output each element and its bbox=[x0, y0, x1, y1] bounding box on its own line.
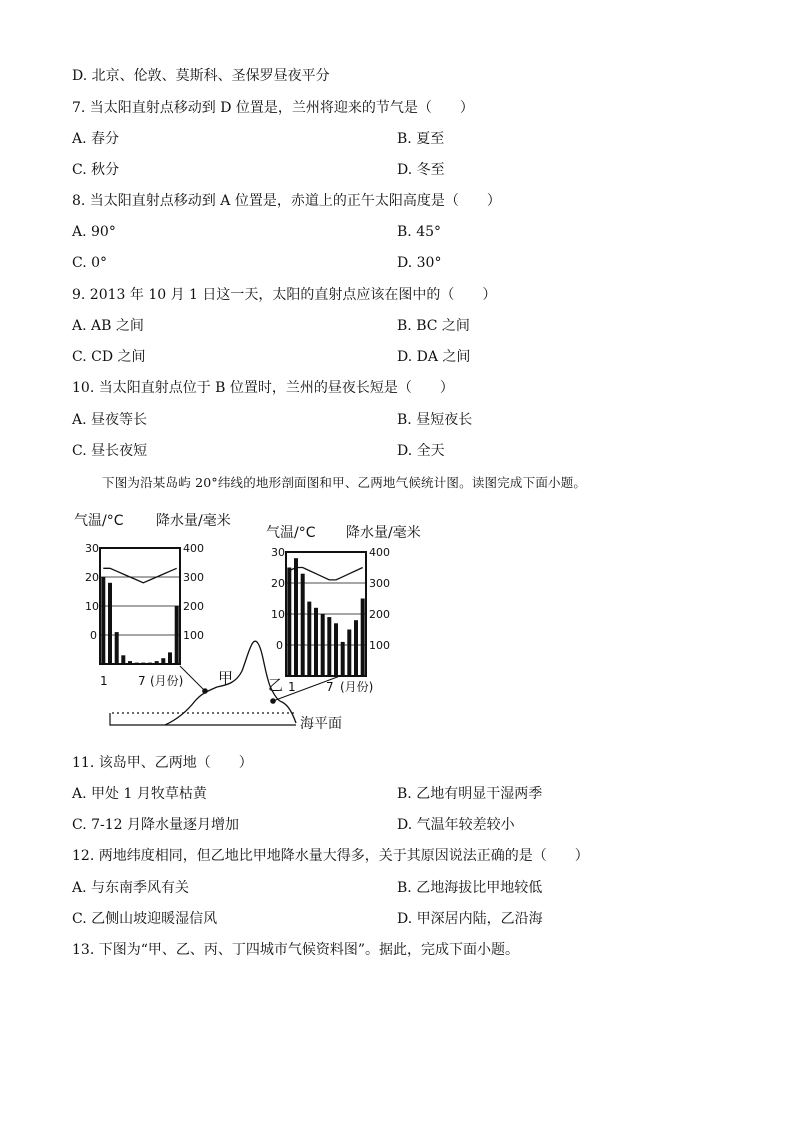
left-temp-curve bbox=[103, 568, 176, 583]
left-month-tick: 1 bbox=[100, 674, 108, 688]
right-precip-label: 降水量/毫米 bbox=[346, 525, 421, 541]
q7-option-a[interactable]: A. 春分 bbox=[72, 131, 120, 147]
left-month-tick: 7 bbox=[138, 674, 146, 688]
right-precip-bars bbox=[287, 558, 364, 676]
left-temp-tick: 10 bbox=[85, 600, 99, 613]
q8-option-b[interactable]: B. 45° bbox=[397, 224, 442, 240]
right-month-unit: (月份) bbox=[340, 680, 374, 694]
left-temp-tick: 0 bbox=[90, 629, 97, 642]
q8-option-a[interactable]: A. 90° bbox=[72, 224, 116, 240]
left-precip-tick: 300 bbox=[183, 571, 204, 584]
left-temp-label: 气温/°C bbox=[74, 513, 124, 529]
right-precip-ticks bbox=[369, 546, 390, 652]
right-precip-bar bbox=[361, 599, 365, 677]
q12-stem: 12. 两地纬度相同，但乙地比甲地降水量大得多，关于其原因说法正确的是（ ） bbox=[72, 848, 589, 864]
right-temp-ticks bbox=[271, 546, 285, 652]
right-temp-tick: 20 bbox=[271, 577, 285, 590]
left-precip-bar bbox=[161, 658, 165, 664]
q12-option-d[interactable]: D. 甲深居内陆，乙沿海 bbox=[397, 911, 543, 927]
q6-option-d: D. 北京、伦敦、莫斯科、圣保罗昼夜平分 bbox=[72, 68, 330, 84]
left-precip-bars bbox=[101, 577, 178, 664]
right-precip-bar bbox=[354, 620, 358, 676]
left-precip-bar bbox=[108, 583, 112, 664]
right-precip-bar bbox=[307, 602, 311, 676]
left-precip-bar bbox=[168, 652, 172, 664]
q10-option-c[interactable]: C. 昼长夜短 bbox=[72, 443, 148, 459]
left-temp-tick: 20 bbox=[85, 571, 99, 584]
right-month-tick: 7 bbox=[326, 680, 334, 694]
left-precip-ticks bbox=[183, 542, 204, 642]
q11-option-a[interactable]: A. 甲处 1 月牧草枯黄 bbox=[72, 786, 207, 802]
q9-option-b[interactable]: B. BC 之间 bbox=[397, 318, 470, 334]
left-month-unit: (月份) bbox=[150, 674, 184, 688]
right-precip-bar bbox=[341, 642, 345, 676]
left-precip-tick: 400 bbox=[183, 542, 204, 555]
q8-option-c[interactable]: C. 0° bbox=[72, 255, 108, 271]
base-bracket bbox=[110, 713, 296, 725]
right-precip-tick: 400 bbox=[369, 546, 390, 559]
left-precip-bar bbox=[115, 632, 119, 664]
right-precip-bar bbox=[321, 614, 325, 676]
left-precip-bar bbox=[121, 655, 125, 664]
left-precip-bar bbox=[155, 661, 159, 664]
left-precip-bar bbox=[148, 663, 152, 665]
right-precip-bar bbox=[347, 630, 351, 677]
q11-stem: 11. 该岛甲、乙两地（ ） bbox=[72, 755, 253, 771]
right-precip-bar bbox=[301, 574, 305, 676]
q10-option-d[interactable]: D. 全天 bbox=[397, 443, 445, 459]
left-precip-bar bbox=[128, 661, 132, 664]
q10-stem: 10. 当太阳直射点位于 B 位置时，兰州的昼夜长短是（ ） bbox=[72, 380, 454, 396]
right-month-tick: 1 bbox=[288, 680, 296, 694]
right-temp-tick: 30 bbox=[271, 546, 285, 559]
figure-caption: 下图为沿某岛屿 20°纬线的地形剖面图和甲、乙两地气候统计图。读图完成下面小题。 bbox=[102, 475, 587, 490]
left-precip-bar bbox=[135, 663, 139, 665]
right-precip-tick: 100 bbox=[369, 639, 390, 652]
right-temp-label: 气温/°C bbox=[266, 525, 316, 541]
q7-option-b[interactable]: B. 夏至 bbox=[397, 131, 445, 147]
q8-option-d[interactable]: D. 30° bbox=[397, 255, 442, 271]
right-precip-bar bbox=[314, 608, 318, 676]
q9-option-c[interactable]: C. CD 之间 bbox=[72, 349, 146, 365]
q12-option-b[interactable]: B. 乙地海拔比甲地较低 bbox=[397, 880, 543, 896]
right-temp-curve bbox=[289, 568, 362, 580]
left-precip-bar bbox=[141, 663, 145, 665]
q11-option-d[interactable]: D. 气温年较差较小 bbox=[397, 817, 515, 833]
left-precip-tick: 200 bbox=[183, 600, 204, 613]
right-precip-bar bbox=[327, 617, 331, 676]
q11-option-b[interactable]: B. 乙地有明显干湿两季 bbox=[397, 786, 543, 802]
place-a-label: 甲 bbox=[218, 669, 234, 687]
left-precip-tick: 100 bbox=[183, 629, 204, 642]
left-temp-ticks bbox=[85, 542, 99, 642]
q7-option-d[interactable]: D. 冬至 bbox=[397, 162, 445, 178]
left-precip-label: 降水量/毫米 bbox=[156, 513, 231, 529]
right-precip-bar bbox=[334, 623, 338, 676]
q8-stem: 8. 当太阳直射点移动到 A 位置是，赤道上的正午太阳高度是（ ） bbox=[72, 193, 501, 209]
q9-option-a[interactable]: A. AB 之间 bbox=[72, 318, 144, 334]
q12-option-a[interactable]: A. 与东南季风有关 bbox=[72, 880, 190, 896]
leader-line-a bbox=[180, 666, 205, 691]
left-precip-bar bbox=[175, 606, 179, 664]
left-precip-bar bbox=[101, 577, 105, 664]
right-precip-tick: 300 bbox=[369, 577, 390, 590]
left-temp-tick: 30 bbox=[85, 542, 99, 555]
q9-stem: 9. 2013 年 10 月 1 日这一天，太阳的直射点应该在图中的（ ） bbox=[72, 287, 497, 303]
place-b-label: 乙 bbox=[268, 676, 284, 694]
q7-option-c[interactable]: C. 秋分 bbox=[72, 162, 120, 178]
q10-option-b[interactable]: B. 昼短夜长 bbox=[397, 412, 473, 428]
q7-stem: 7. 当太阳直射点移动到 D 位置是，兰州将迎来的节气是（ ） bbox=[72, 100, 474, 116]
right-precip-tick: 200 bbox=[369, 608, 390, 621]
right-temp-tick: 0 bbox=[276, 639, 283, 652]
q11-option-c[interactable]: C. 7-12 月降水量逐月增加 bbox=[72, 817, 240, 833]
sea-level-label: 海平面 bbox=[300, 716, 342, 732]
right-precip-bar bbox=[294, 558, 298, 676]
right-temp-tick: 10 bbox=[271, 608, 285, 621]
right-precip-bar bbox=[287, 568, 291, 677]
q10-option-a[interactable]: A. 昼夜等长 bbox=[72, 412, 148, 428]
q13-stem: 13. 下图为“甲、乙、丙、丁四城市气候资料图”。据此，完成下面小题。 bbox=[72, 942, 520, 958]
q12-option-c[interactable]: C. 乙侧山坡迎暖湿信风 bbox=[72, 911, 218, 927]
climate-profile-figure bbox=[70, 505, 430, 745]
q9-option-d[interactable]: D. DA 之间 bbox=[397, 349, 471, 365]
